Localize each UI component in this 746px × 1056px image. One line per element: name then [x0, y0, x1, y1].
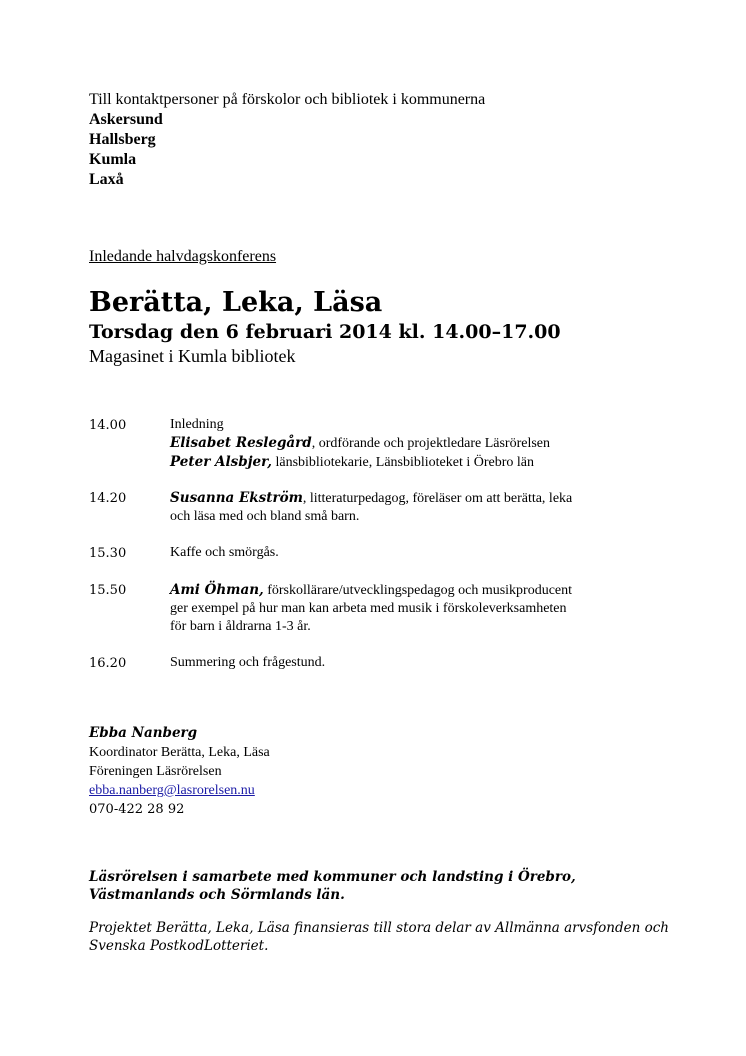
program-line: [170, 453, 650, 472]
collaboration-note: Läsrörelsen i samarbete med kommuner och landsting i Örebro, Västmanlands och Sörmlands län.: [89, 869, 576, 903]
program-time: 14.00: [89, 418, 127, 433]
speaker-role: förskollärare/utvecklingspedagog och musikproducent: [263, 583, 573, 598]
conference-date-time: Torsdag den 6 februari 2014 kl. 14.00–17.00: [89, 321, 561, 343]
conference-venue: Magasinet i Kumla bibliotek: [89, 346, 296, 366]
program-item: [170, 489, 650, 526]
contact-block: [89, 724, 270, 819]
program-line: Summering och frågestund.: [170, 655, 326, 670]
speaker-name: Ami Öhman,: [170, 582, 264, 598]
speaker-role: , ordförande och projektledare Läsrörelsen: [311, 436, 551, 451]
program-line: för barn i åldrarna 1-3 år.: [170, 619, 311, 634]
program-line: [170, 434, 650, 453]
program-time: 15.50: [89, 583, 127, 598]
program-time: 15.30: [89, 546, 127, 561]
program-item: [170, 544, 650, 562]
speaker-name: Susanna Ekström: [170, 490, 303, 506]
program-line: [170, 581, 650, 600]
recipients-intro: Till kontaktpersoner på förskolor och bibliotek i kommunerna: [89, 91, 486, 108]
municipality: Askersund: [89, 111, 163, 128]
program-line: och läsa med och bland små barn.: [170, 509, 360, 524]
program-item: [170, 416, 650, 472]
contact-organization: Föreningen Läsrörelsen: [89, 764, 222, 779]
recipients-block: [89, 90, 485, 190]
municipality: Laxå: [89, 171, 124, 188]
program-item: [170, 654, 650, 672]
program-time: 14.20: [89, 491, 127, 506]
municipality: Kumla: [89, 151, 137, 168]
funding-note: Projektet Berätta, Leka, Läsa finansieras till stora delar av Allmänna arvsfonden och Svenska PostkodLotteriet.: [89, 920, 669, 954]
program-line: Kaffe och smörgås.: [170, 545, 279, 560]
contact-email-link[interactable]: ebba.nanberg@lasrorelsen.nu: [89, 783, 255, 798]
program-line: Inledning: [170, 417, 224, 432]
conference-type-label: Inledande halvdagskonferens: [89, 248, 277, 265]
program-item: [170, 581, 650, 636]
program-time: 16.20: [89, 656, 127, 671]
municipality: Hallsberg: [89, 131, 156, 148]
speaker-role: länsbibliotekarie, Länsbiblioteket i Örebro län: [271, 455, 535, 470]
page-title: Berätta, Leka, Läsa: [89, 287, 383, 318]
contact-phone: 070-422 28 92: [89, 802, 185, 817]
speaker-name: Peter Alsbjer,: [170, 454, 272, 470]
speaker-name: Elisabet Reslegård: [170, 435, 312, 451]
speaker-role: , litteraturpedagog, föreläser om att berätta, leka: [302, 491, 573, 506]
program-line: [170, 489, 650, 508]
contact-role: Koordinator Berätta, Leka, Läsa: [89, 745, 270, 760]
contact-name: Ebba Nanberg: [89, 725, 198, 741]
program-line: ger exempel på hur man kan arbeta med musik i förskoleverksamheten: [170, 601, 567, 616]
